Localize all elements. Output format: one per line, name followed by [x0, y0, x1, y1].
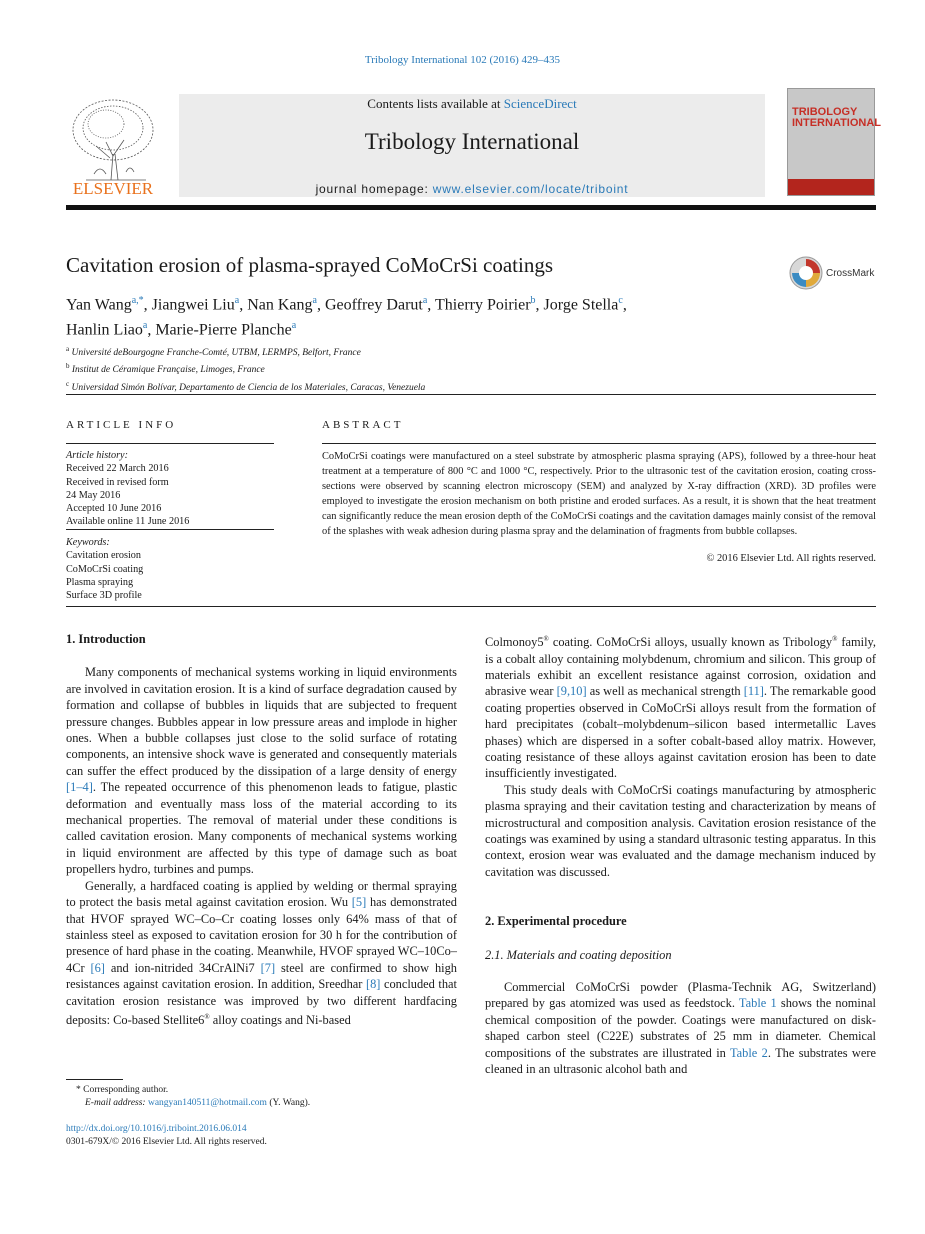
history-item: Received 22 March 2016 [66, 463, 169, 475]
trademark-mark: ® [204, 1012, 210, 1021]
author-separator: , [239, 296, 248, 314]
author-separator: , [143, 296, 152, 314]
divider [66, 606, 876, 607]
affiliation-text: Institut de Céramique Française, Limoges, France [69, 365, 265, 376]
keyword-item: Surface 3D profile [66, 590, 142, 602]
table-link[interactable]: Table 1 [738, 996, 777, 1011]
table-link[interactable]: Table 2 [729, 1045, 768, 1060]
history-item: Accepted 10 June 2016 [66, 503, 162, 515]
corresponding-author-note [66, 1084, 310, 1111]
keywords-heading: Keywords: [66, 537, 110, 548]
author-name[interactable]: Hanlin Liao [66, 321, 143, 339]
affiliation [66, 378, 425, 395]
keyword-item: Plasma spraying [66, 576, 134, 588]
email-link[interactable]: wangyan140511@hotmail.com [147, 1098, 267, 1109]
author-separator: , [147, 321, 156, 339]
affiliation [66, 360, 425, 377]
divider [66, 529, 274, 530]
homepage-link[interactable]: www.elsevier.com/locate/triboint [432, 182, 629, 196]
divider [66, 443, 274, 444]
subsection-heading-materials: 2.1. Materials and coating deposition [485, 947, 672, 962]
trademark-mark: ® [832, 635, 838, 643]
author-affiliation-mark[interactable]: a [312, 295, 317, 306]
journal-title: Tribology International [364, 129, 580, 154]
journal-cover-thumbnail[interactable] [787, 88, 882, 196]
author-name[interactable]: Thierry Poirier [435, 296, 531, 314]
author-name[interactable]: Marie-Pierre Planche [155, 321, 292, 339]
citation-link[interactable]: [8] [365, 977, 381, 992]
section-heading-introduction: 1. Introduction [66, 632, 146, 646]
crossmark-icon [789, 256, 823, 290]
affiliation-text: Universidad Simón Bolívar, Departamento de Ciencia de los Materiales, Caracas, Venezuela [69, 383, 426, 394]
affiliation-mark: c [66, 379, 70, 388]
sciencedirect-link[interactable]: ScienceDirect [503, 96, 577, 111]
abstract-text: CoMoCrSi coatings were manufactured on a steel substrate by atmospheric plasma spraying (APS), followed by a three-hour heat treatment at a temperature of 800 °C and 1000 °C, respectively. Prior to the ultrasonic test of the cavitation erosion, coating cross-sections were observed by scanning electron microscopy (SEM) and analyzed by X-ray diffraction (XRD). 3D profiles were employed to investigate the erosion mechanism on both pristine and eroded surfaces. As a result, it is shown that the heat treatment can significantly reduce the mean erosion depth of the CoMoCrSi coatings and the cavitation damages mainly consist of the removal of the splashes with weak adhesion during plasma spray and the delamination of fragments from bubble collapses. [322, 451, 876, 537]
journal-homepage [179, 182, 765, 196]
history-heading: Article history: [66, 450, 128, 461]
cover-title: TRIBOLOGY INTERNATIONAL [792, 106, 882, 129]
author-affiliation-mark[interactable]: a [142, 320, 148, 332]
paragraph: This study deals with CoMoCrSi coatings manufacturing by atmospheric plasma spraying and their cavitation testing and characterization by means of microstructural and composition analysis. Cavitation erosion resistance of the coatings was examined by using a standard ultrasonic testing apparatus. In this context, erosion wear was evaluated and the damage mechanism induced by cavitation was discussed. [485, 782, 876, 879]
affiliations [66, 343, 425, 395]
author-name[interactable]: Jiangwei Liu [151, 296, 235, 314]
divider [322, 443, 876, 444]
corresponding-author: * Corresponding author. [76, 1085, 169, 1095]
history-item: Received in revised form [66, 476, 169, 488]
affiliation-mark: b [66, 362, 70, 371]
masthead-banner [179, 94, 765, 197]
author-affiliation-mark[interactable]: a [291, 320, 297, 332]
section-heading-experimental: 2. Experimental procedure [485, 914, 627, 929]
crossmark-badge[interactable] [789, 256, 879, 292]
article-footer [66, 1123, 267, 1150]
elsevier-wordmark: ELSEVIER [72, 179, 154, 198]
author-affiliation-mark[interactable]: a [422, 295, 428, 306]
author-affiliation-mark[interactable]: c [618, 295, 623, 306]
affiliation-mark: a [66, 345, 70, 353]
author-list [66, 290, 786, 341]
elsevier-logo[interactable] [66, 94, 160, 198]
abstract-copyright: © 2016 Elsevier Ltd. All rights reserved. [706, 553, 876, 564]
article-title: Cavitation erosion of plasma-sprayed CoMoCrSi coatings [66, 253, 554, 277]
author-separator: , [427, 296, 436, 314]
keywords [66, 536, 143, 602]
author-line-1 [66, 290, 786, 315]
cover-bar [788, 179, 874, 195]
journal-masthead [66, 86, 882, 198]
doi-link[interactable]: http://dx.doi.org/10.1016/j.triboint.2016.06.014 [66, 1124, 247, 1134]
author-affiliation-mark[interactable]: a,* [131, 295, 144, 306]
author-separator: , [622, 296, 627, 314]
keyword-item: Cavitation erosion [66, 550, 141, 562]
affiliation [66, 343, 425, 360]
keyword-item: CoMoCrSi coating [66, 563, 144, 575]
email-label: E-mail address: [85, 1098, 148, 1109]
paragraph: Many components of mechanical systems working in liquid environments are involved in cavitation erosion. It is a kind of surface degradation caused by formation and collapse of bubbles in liquids that are subjected to frequent pressure changes. Bubbles appear in low pressure areas and implode in higher ones. When a bubble collapses just close to the solid surface of rotating components, an intensive shock wave is generated and consequently materials can suffer the effect produced by the dissipation of a large density of energy [1–4]. The repeated occurrence of this phenomenon leads to fatigue, plastic deformation and eventually mass loss of the material according to its mechanical properties. The removal of material under these conditions is called cavitation erosion. Many components of mechanical systems working in liquid environment are affected by this type of damage such as boat propellers hydro, turbines and pumps. [66, 665, 457, 877]
article-info-heading: ARTICLE INFO [66, 419, 177, 431]
body-column-right [485, 631, 876, 1077]
trademark-mark: ® [543, 635, 549, 643]
author-name[interactable]: Geoffrey Darut [324, 296, 423, 314]
author-affiliation-mark[interactable]: a [234, 295, 240, 306]
history-item: 24 May 2016 [66, 489, 121, 501]
citation-link[interactable]: [5] [351, 895, 367, 910]
paragraph: Commercial CoMoCrSi powder (Plasma-Technik AG, Switzerland) prepared by gas atomized was used as feedstock. Table 1 shows the nominal chemical composition of the powder. Coatings were manufactured on disk-shaped carbon steel (C22E) substrates of 25 mm in diameter. Chemical compositions of the substrates are illustrated in Table 2. The substrates were cleaned in an ultrasonic alcohol bath and [485, 980, 877, 1077]
elsevier-tree-icon [66, 94, 160, 198]
affiliation-text: Université deBourgogne Franche-Comté, UTBM, LERMPS, Belfort, France [69, 348, 361, 359]
crossmark-label: CrossMark [826, 268, 875, 279]
author-separator: , [535, 296, 544, 314]
citation-link[interactable]: [11] [743, 684, 764, 699]
history-list [66, 462, 189, 528]
author-name[interactable]: Nan Kang [247, 296, 313, 314]
journal-reference-link[interactable]: Tribology International 102 (2016) 429–435 [364, 54, 561, 66]
citation-link[interactable]: [1–4] [66, 780, 93, 795]
article-history [66, 449, 189, 529]
author-affiliation-mark[interactable]: b [530, 295, 536, 306]
paragraph: Generally, a hardfaced coating is applied by welding or thermal spraying to protect the basis metal against cavitation erosion. Wu [5] has demonstrated that HVOF sprayed WC–Co–Cr coating losses only 64% mass of that of stainless steel as exposed to cavitation erosion for 30 h for the contribution of presence of hard phase in the coating. Meanwhile, HVOF sprayed WC–10Co–4Cr [6] and ion-nitrided 34CrAlNi7 [7] steel are confirmed to show high resistances against cavitation erosion. In addition, Sreedhar [8] concluded that cavitation erosion resistance was improved by two different hardfacing deposits: Co-based Stellite6® alloy coatings and Ni-based [66, 878, 457, 1028]
email-suffix: (Y. Wang). [266, 1098, 311, 1109]
author-separator: , [316, 296, 325, 314]
author-line-2 [66, 315, 786, 340]
abstract-heading: ABSTRACT [322, 419, 404, 431]
masthead-rule [66, 205, 876, 210]
homepage-prefix: journal homepage: [315, 182, 433, 196]
body-column-left [66, 631, 457, 1028]
citation-link[interactable]: [9,10] [556, 684, 587, 699]
citation-link[interactable]: [7] [260, 960, 276, 975]
issn-line: 0301-679X/© 2016 Elsevier Ltd. All rights reserved. [66, 1137, 267, 1148]
contents-prefix: Contents lists available at [367, 96, 504, 111]
contents-line [179, 96, 765, 112]
paragraph: Colmonoy5® coating. CoMoCrSi alloys, usually known as Tribology® family, is a cobalt alloy containing molybdenum, chromium and silicon. This group of materials exhibit an excellent resistance against corrosion, oxidation and abrasive wear [9,10] as well as mechanical strength [11]. The remarkable good coating properties observed in CoMoCrSi alloys result from the formation of hard precipitates (cobalt–molybdenum–silicon based intermetallic Laves phases) which are dispersed in a softer cobalt-based alloy matrix. However, coating resistance of these alloys against cavitation erosion has been to date insufficiently investigated. [485, 635, 876, 781]
history-item: Available online 11 June 2016 [66, 516, 190, 528]
author-name[interactable]: Yan Wang [66, 296, 132, 314]
divider [66, 394, 876, 395]
author-name[interactable]: Jorge Stella [543, 296, 619, 314]
footnote-rule [66, 1079, 123, 1080]
keyword-list [66, 549, 143, 602]
citation-link[interactable]: [6] [90, 960, 105, 975]
